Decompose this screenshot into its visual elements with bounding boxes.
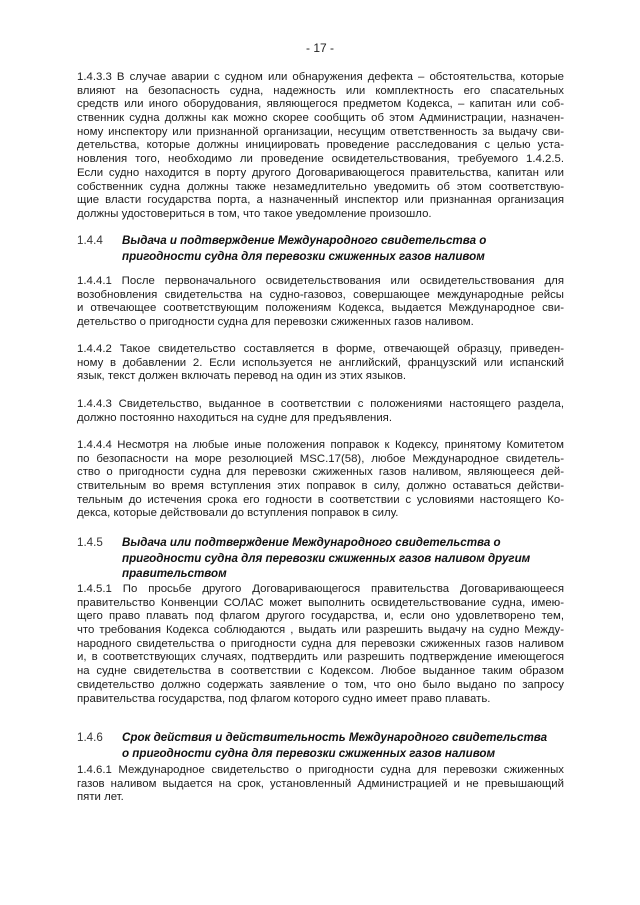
text-line: ствительным во время вступления этих поправок в силу, должно оставаться действи- <box>77 480 564 493</box>
text-line: Если судно находится в порту другого Договаривающегося правительства, капитан или <box>77 166 564 179</box>
text-line: декса, которые действовали до вступления поправок в силу. <box>77 507 399 520</box>
title-line: Выдача и подтверждение Международного свидетельства о <box>122 234 487 247</box>
text-line: средств или иного оборудования, являющегося предметом Кодекса, – капитан или соб- <box>77 98 564 111</box>
text-line: 1.4.6.1 Международное свидетельство о пригодности судна для перевозки сжиженных <box>77 764 564 776</box>
text-line: что требования Кодекса соблюдаются , выдать или разрешить выдачу на судно Между- <box>77 624 564 637</box>
title-line: пригодности судна для перевозки сжиженных газов наливом <box>122 249 485 263</box>
title-line: о пригодности судна для перевозки сжиженных газов наливом <box>122 746 496 760</box>
text-line: должны удостовериться в том, что такое уведомление произошло. <box>77 207 432 220</box>
text-line: 1.4.4.1 После первоначального освидетельствования или освидетельствования для <box>77 275 564 287</box>
text-line: детельства, которые должны инициировать проведение расследования с целью уста- <box>77 139 564 152</box>
text-line: пяти лет. <box>77 791 124 804</box>
text-line: ственник судна должны как можно скорее сообщить об этом Администрации, назначен- <box>77 112 564 125</box>
paragraph-1-4-4-4 <box>77 439 564 521</box>
text-line: правительства государства, под флагом которого судно имеет право плавать. <box>77 692 491 705</box>
paragraph-1-4-3-3 <box>77 71 564 222</box>
text-line: правительство Конвенции СОЛАС может выполнить освидетельствование судна, имею- <box>77 596 564 609</box>
text-line: 1.4.3.3 В случае аварии с судном или обнаружения дефекта – обстоятельства, которые <box>77 71 564 83</box>
text-line: щего право плавать под флагом другого государства, и, если оно удовлетворено тем, <box>77 610 564 623</box>
text-line: газов наливом выдается на срок, установленный Администрацией и не превышающий <box>77 777 564 790</box>
text-line: 1.4.5.1 По просьбе другого Договаривающегося правительства Договаривающееся <box>77 583 564 595</box>
text-line: ному инспектору или признанной организации, несущим ответственность за выдачу сви- <box>77 125 564 138</box>
text-line: народного свидетельства о пригодности судна для перевозки сжиженных газов наливом <box>77 637 564 650</box>
text-line: 1.4.4.2 Такое свидетельство составляется в форме, отвечающей образцу, приведен- <box>77 343 564 355</box>
paragraph-1-4-4-2 <box>77 343 564 384</box>
text-line: новления того, необходимо ли проведение освидетельствования, требуемого 1.4.2.5. <box>77 153 564 166</box>
paragraph-1-4-6-1 <box>77 764 564 805</box>
title-line: пригодности судна для перевозки сжиженных газов наливом другим <box>122 551 531 565</box>
text-line: и, в соответствующих случаях, подтвердить или разрешить подтверждение имеющегося <box>77 651 564 664</box>
section-number: 1.4.5 <box>77 536 103 549</box>
text-line: возобновления свидетельства на судно-газовоз, совершающее международные рейсы <box>77 288 564 301</box>
text-line: по безопасности на море резолюцией MSC.17(58), любое Международное свидетель- <box>77 452 564 465</box>
text-line: детельство о пригодности судна для перевозки сжиженных газов наливом. <box>77 316 474 329</box>
paragraph-1-4-4-1 <box>77 275 564 330</box>
text-line: влияют на безопасность судна, надежность или комплектность его спасательных <box>77 84 564 97</box>
title-line: Выдача или подтверждение Международного свидетельства о <box>122 536 501 549</box>
page-number: - 17 - <box>305 41 334 55</box>
text-line: 1.4.4.4 Несмотря на любые иные положения поправок к Кодексу, принятому Комитетом <box>77 439 564 451</box>
text-line: язык, текст должен включать перевод на один из этих языков. <box>77 370 407 383</box>
text-line: свидетельство должно содержать заявление о том, что оно было выдано по запросу <box>77 678 564 691</box>
text-line: и отвечающее соответствующим положениям Кодекса, выдается Международное сви- <box>77 302 564 315</box>
section-title <box>122 730 547 761</box>
text-line: ство о пригодности судна для перевозки сжиженных газов наливом, являющееся дей- <box>77 466 564 479</box>
section-title <box>122 535 530 582</box>
section-number: 1.4.4 <box>77 234 103 247</box>
text-line: ному в добавлении 2. Если используется не английский, французский или испанский <box>77 356 564 369</box>
text-line: 1.4.4.3 Свидетельство, выданное в соответствии с положениями настоящего раздела, <box>77 398 564 410</box>
paragraph-1-4-4-3 <box>77 398 564 425</box>
title-line: правительством <box>122 567 227 580</box>
text-line: собственник судна должны также незамедлительно уведомить об этом соответствую- <box>77 180 564 193</box>
section-number: 1.4.6 <box>77 731 103 744</box>
text-line: щие власти государства порта, а назначенный инспектор или признанная организация <box>77 194 564 207</box>
text-line: на судне свидетельства в соответствии с Кодексом. Любое выданное таким образом <box>77 665 564 678</box>
section-title <box>122 233 486 264</box>
text-line: должно постоянно находиться на судне для предъявления. <box>77 411 393 424</box>
paragraph-1-4-5-1 <box>77 583 564 706</box>
text-line: тельным до истечения срока его годности в соответствии с условиями настоящего Ко- <box>77 493 564 506</box>
title-line: Срок действия и действительность Международного свидетельства <box>122 731 548 744</box>
